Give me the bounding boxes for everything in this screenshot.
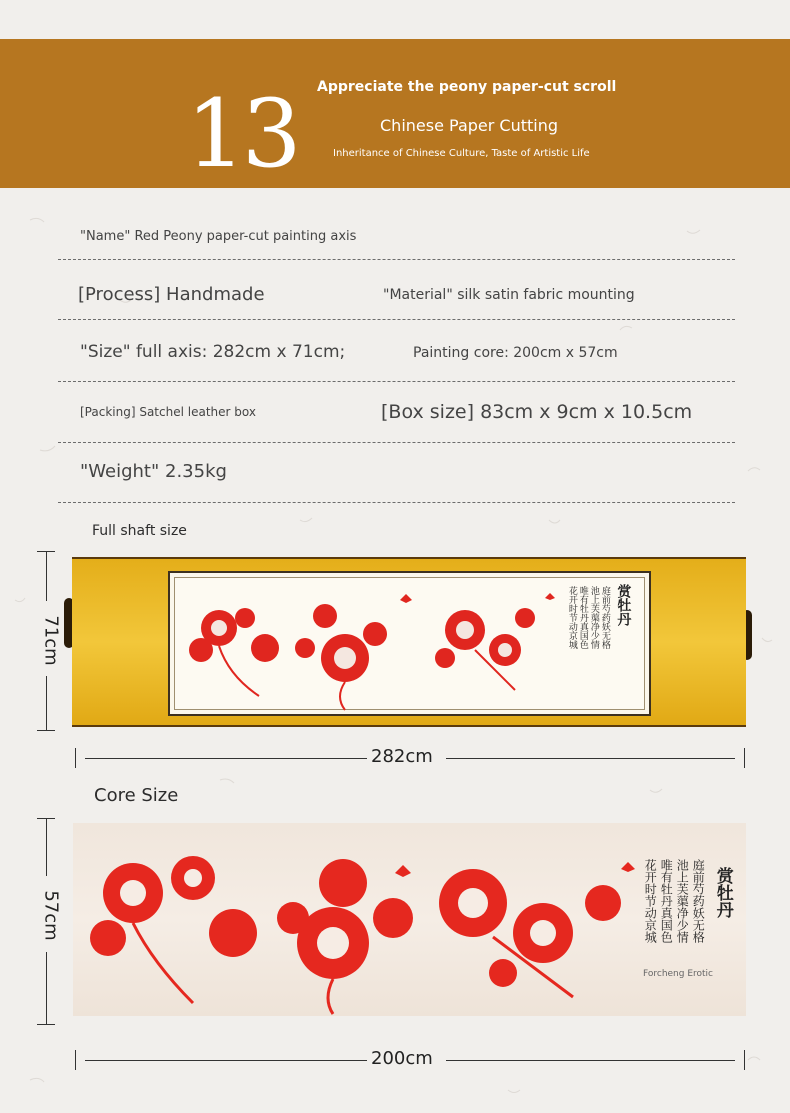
dim-line: [46, 952, 47, 1024]
image-credit: Forcheng Erotic: [643, 969, 714, 979]
calligraphy-column: 唯有牡丹真国色: [577, 586, 588, 649]
full-scroll-image: [72, 557, 746, 727]
divider: [58, 259, 735, 260]
core-size-label: Core Size: [94, 785, 179, 806]
banner-title: Appreciate the peony paper-cut scroll: [317, 79, 617, 95]
painting-core-frame: [168, 571, 651, 716]
dim-tick: [37, 730, 55, 731]
calligraphy-column: 池上芙蕖净少情: [675, 859, 690, 943]
spec-weight: "Weight" 2.35kg: [80, 461, 227, 482]
dim-tick: [744, 748, 745, 768]
dim-line: [46, 676, 47, 730]
calligraphy-column: 庭前芍药妖无格: [599, 586, 610, 649]
calligraphy-title: 赏牡丹: [615, 584, 632, 626]
header-banner: [0, 39, 790, 188]
butterfly-icon: [545, 593, 555, 600]
spec-packing: [Packing] Satchel leather box: [80, 405, 256, 419]
butterfly-icon: [621, 862, 635, 872]
dim-tick: [37, 1024, 55, 1025]
dim-line: [85, 1060, 367, 1061]
calligraphy-column: 唯有牡丹真国色: [659, 859, 674, 943]
dim-line: [46, 818, 47, 876]
dim-line: [446, 758, 735, 759]
spec-core: Painting core: 200cm x 57cm: [413, 345, 618, 361]
banner-subtitle: Chinese Paper Cutting: [380, 116, 559, 135]
core-height-label: 57cm: [40, 890, 62, 941]
section-number: 13: [186, 80, 298, 189]
divider: [58, 319, 735, 320]
divider: [58, 442, 735, 443]
spec-name: "Name" Red Peony paper-cut painting axis: [80, 229, 357, 244]
butterfly-icon: [395, 865, 411, 877]
divider: [58, 502, 735, 503]
dim-line: [446, 1060, 735, 1061]
dim-line: [85, 758, 367, 759]
full-width-label: 282cm: [371, 746, 433, 767]
full-shaft-label: Full shaft size: [92, 523, 187, 539]
dim-line: [46, 551, 47, 601]
calligraphy-column: 花开时节动京城: [566, 586, 577, 649]
banner-tagline: Inheritance of Chinese Culture, Taste of Artistic Life: [333, 148, 590, 159]
spec-process: [Process] Handmade: [78, 284, 265, 305]
dim-tick: [744, 1050, 745, 1070]
core-width-label: 200cm: [371, 1048, 433, 1069]
calligraphy-column: 庭前芍药妖无格: [691, 859, 706, 943]
calligraphy-column: 池上芙蕖净少情: [588, 586, 599, 649]
calligraphy-title: 赏牡丹: [712, 867, 733, 918]
divider: [58, 381, 735, 382]
calligraphy-column: 花开时节动京城: [643, 859, 658, 943]
core-scroll-image: [73, 823, 746, 1016]
spec-box-size: [Box size] 83cm x 9cm x 10.5cm: [381, 401, 693, 423]
dim-tick: [75, 748, 76, 768]
spec-material: "Material" silk satin fabric mounting: [383, 287, 635, 303]
dim-tick: [75, 1050, 76, 1070]
spec-size: "Size" full axis: 282cm x 71cm;: [80, 342, 346, 362]
full-height-label: 71cm: [40, 615, 62, 666]
butterfly-icon: [400, 594, 412, 603]
